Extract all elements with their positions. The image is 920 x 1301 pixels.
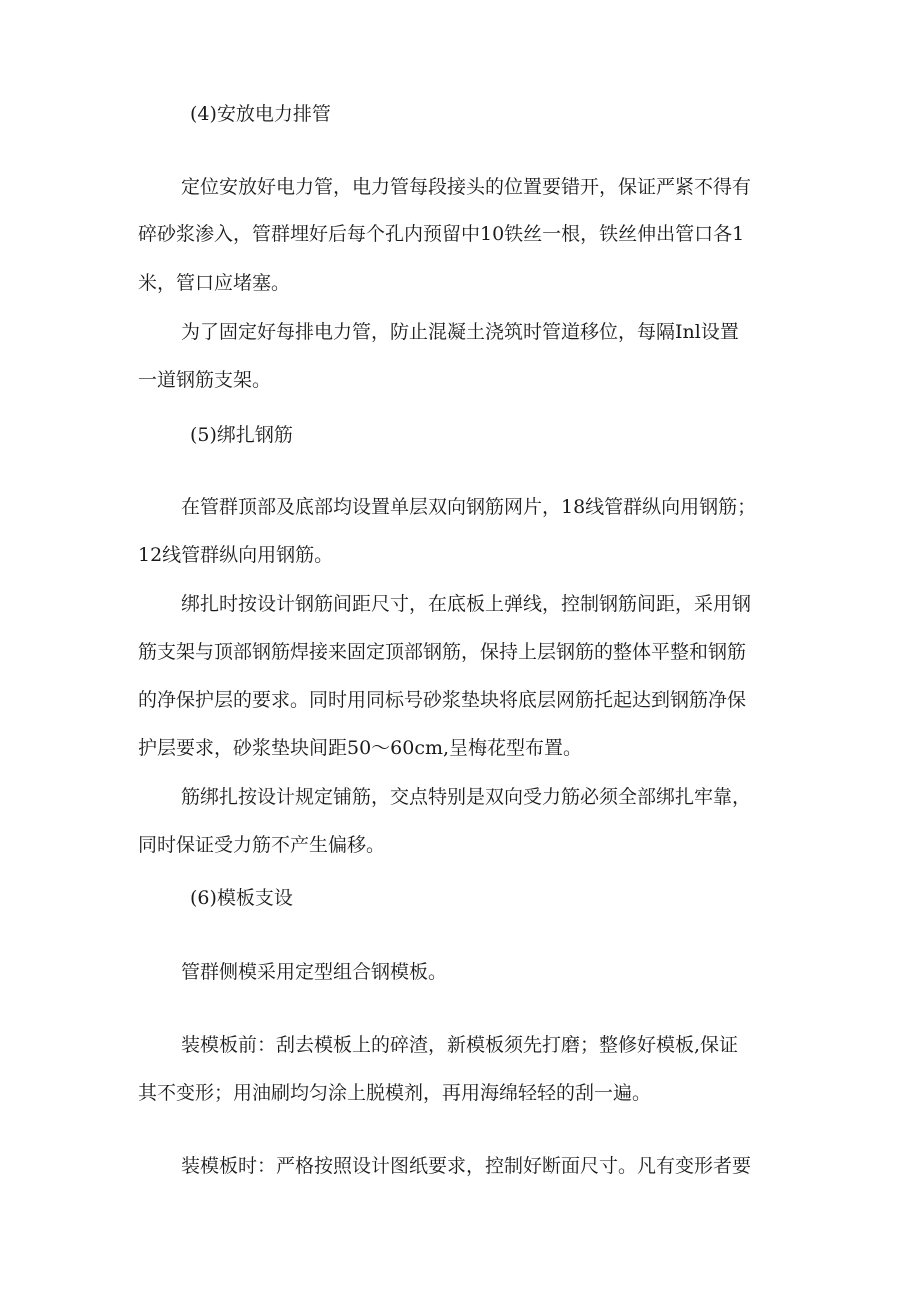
paragraph-line: 的净保护层的要求。同时用同标号砂浆垫块将底层网筋托起达到钢筋净保 — [138, 689, 747, 711]
paragraph-line: 碎砂浆渗入，管群埋好后每个孔内预留中10铁丝一根，铁丝伸出管口各1 — [138, 223, 745, 245]
paragraph-line: 米，管口应堵塞。 — [138, 272, 291, 294]
paragraph-line: 筋支架与顶部钢筋焊接来固定顶部钢筋，保持上层钢筋的整体平整和钢筋 — [138, 641, 747, 663]
paragraph-line: 绑扎时按设计钢筋间距尺寸，在底板上弹线，控制钢筋间距，采用钢 — [181, 593, 752, 615]
section-heading-5: (5)绑扎钢筋 — [190, 424, 293, 446]
paragraph-line: 12线管群纵向用钢筋。 — [138, 544, 334, 566]
paragraph-line: 一道钢筋支架。 — [138, 369, 272, 391]
paragraph-line: 护层要求，砂浆垫块间距50～60cm,呈梅花型布置。 — [138, 737, 583, 759]
section-heading-6: (6)模板支设 — [190, 887, 293, 909]
paragraph-line: 其不变形；用油刷均匀涂上脱模剂，再用海绵轻轻的刮一遍。 — [138, 1082, 652, 1104]
paragraph-line: 装模板时：严格按照设计图纸要求，控制好断面尺寸。凡有变形者要 — [181, 1155, 752, 1177]
paragraph-line: 在管群顶部及底部均设置单层双向钢筋网片，18线管群纵向用钢筋； — [181, 496, 757, 518]
paragraph-line: 同时保证受力筋不产生偏移。 — [138, 834, 386, 856]
paragraph-line: 管群侧模采用定型组合钢模板。 — [181, 961, 448, 983]
paragraph-line: 为了固定好每排电力管，防止混凝土浇筑时管道移位，每隔Inl设置 — [181, 321, 739, 343]
paragraph-line: 装模板前：刮去模板上的碎渣，新模板须先打磨；整修好模板,保证 — [181, 1034, 739, 1056]
paragraph-line: 定位安放好电力管，电力管每段接头的位置要错开，保证严紧不得有 — [181, 176, 752, 198]
section-heading-4: (4)安放电力排管 — [190, 103, 331, 125]
paragraph-line: 筋绑扎按设计规定铺筋，交点特别是双向受力筋必须全部绑扎牢靠， — [181, 786, 752, 808]
